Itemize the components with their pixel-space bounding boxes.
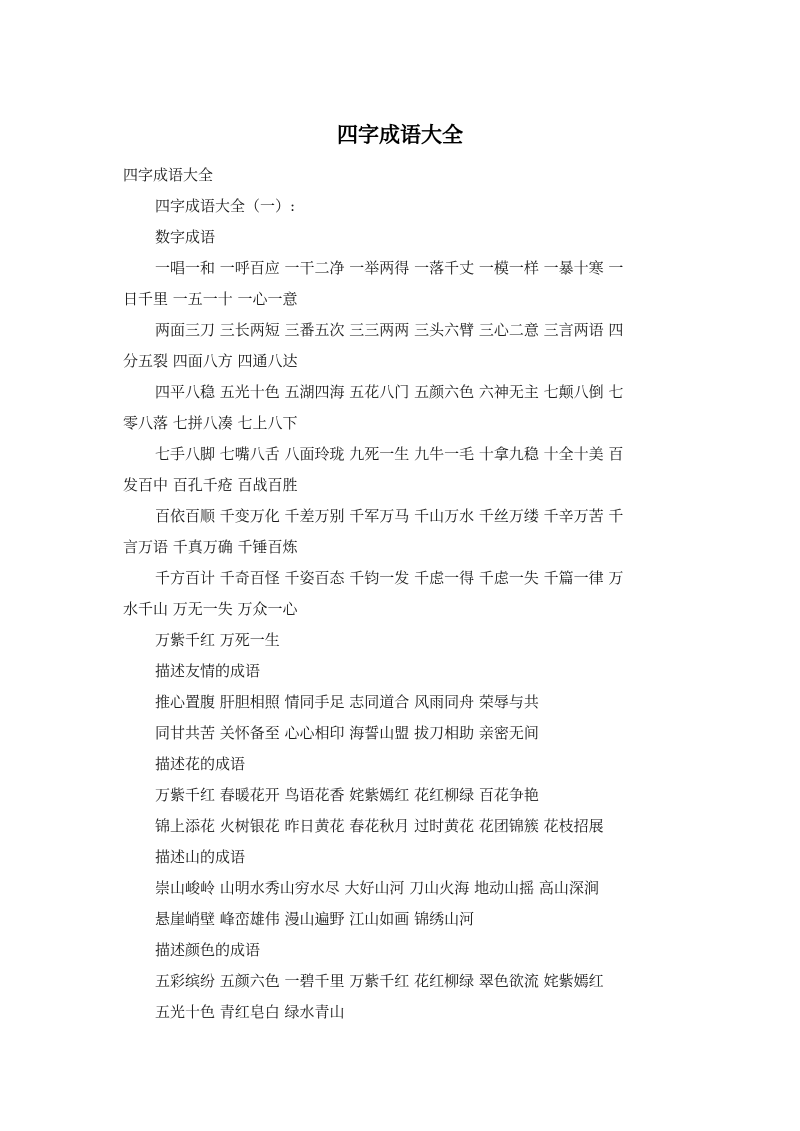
paragraph — [123, 966, 678, 997]
paragraph — [123, 160, 678, 191]
paragraph — [123, 873, 678, 904]
paragraph-text: 描述山的成语 — [155, 848, 246, 866]
paragraph-text: 万紫千红 春暖花开 鸟语花香 姹紫嫣红 花红柳绿 百花争艳 — [155, 786, 539, 804]
paragraph — [123, 780, 678, 811]
paragraph — [123, 997, 678, 1028]
paragraph — [123, 439, 678, 501]
paragraph-text: 五光十色 青红皂白 绿水青山 — [155, 1003, 345, 1021]
paragraph-text: 七手八脚 七嘴八舌 八面玲珑 九死一生 九牛一毛 十拿九稳 十全十美 百 — [155, 445, 624, 463]
paragraph — [123, 935, 678, 966]
paragraph-continuation: 言万语 千真万确 千锤百炼 — [123, 538, 298, 556]
paragraph-text: 数字成语 — [155, 228, 216, 246]
paragraph-continuation: 零八落 七拼八凑 七上八下 — [123, 414, 298, 432]
paragraph-continuation: 水千山 万无一失 万众一心 — [123, 600, 298, 618]
paragraph-text: 悬崖峭壁 峰峦雄伟 漫山遍野 江山如画 锦绣山河 — [155, 910, 475, 928]
paragraph-text: 四平八稳 五光十色 五湖四海 五花八门 五颜六色 六神无主 七颠八倒 七 — [155, 383, 624, 401]
paragraph-text: 同甘共苦 关怀备至 心心相印 海誓山盟 拔刀相助 亲密无间 — [155, 724, 539, 742]
paragraph — [123, 625, 678, 656]
paragraph — [123, 904, 678, 935]
paragraph — [123, 191, 678, 222]
paragraph-continuation: 发百中 百孔千疮 百战百胜 — [123, 476, 298, 494]
paragraph-text: 一唱一和 一呼百应 一干二净 一举两得 一落千丈 一模一样 一暴十寒 一 — [155, 259, 624, 277]
paragraph — [123, 377, 678, 439]
paragraph-text: 四字成语大全 — [123, 166, 214, 184]
document-title: 四字成语大全 — [337, 123, 463, 147]
document-body — [123, 160, 678, 1028]
paragraph-text: 描述花的成语 — [155, 755, 246, 773]
paragraph-text: 万紫千红 万死一生 — [155, 631, 280, 649]
paragraph — [123, 656, 678, 687]
paragraph — [123, 563, 678, 625]
paragraph-text: 千方百计 千奇百怪 千姿百态 千钧一发 千虑一得 千虑一失 千篇一律 万 — [155, 569, 624, 587]
paragraph-text: 四字成语大全（一）: — [155, 197, 296, 215]
paragraph — [123, 718, 678, 749]
paragraph — [123, 501, 678, 563]
paragraph-continuation: 日千里 一五一十 一心一意 — [123, 290, 298, 308]
paragraph — [123, 811, 678, 842]
paragraph-text: 推心置腹 肝胆相照 情同手足 志同道合 风雨同舟 荣辱与共 — [155, 693, 539, 711]
paragraph — [123, 842, 678, 873]
paragraph-continuation: 分五裂 四面八方 四通八达 — [123, 352, 298, 370]
paragraph — [123, 687, 678, 718]
paragraph-text: 描述友情的成语 — [155, 662, 261, 680]
paragraph-text: 百依百顺 千变万化 千差万别 千军万马 千山万水 千丝万缕 千辛万苦 千 — [155, 507, 624, 525]
paragraph-text: 两面三刀 三长两短 三番五次 三三两两 三头六臂 三心二意 三言两语 四 — [155, 321, 624, 339]
paragraph-text: 描述颜色的成语 — [155, 941, 261, 959]
paragraph — [123, 315, 678, 377]
paragraph-text: 五彩缤纷 五颜六色 一碧千里 万紫千红 花红柳绿 翠色欲流 姹紫嫣红 — [155, 972, 604, 990]
paragraph — [123, 749, 678, 780]
paragraph — [123, 222, 678, 253]
paragraph-text: 崇山峻岭 山明水秀山穷水尽 大好山河 刀山火海 地动山摇 高山深涧 — [155, 879, 599, 897]
paragraph-text: 锦上添花 火树银花 昨日黄花 春花秋月 过时黄花 花团锦簇 花枝招展 — [155, 817, 604, 835]
paragraph — [123, 253, 678, 315]
